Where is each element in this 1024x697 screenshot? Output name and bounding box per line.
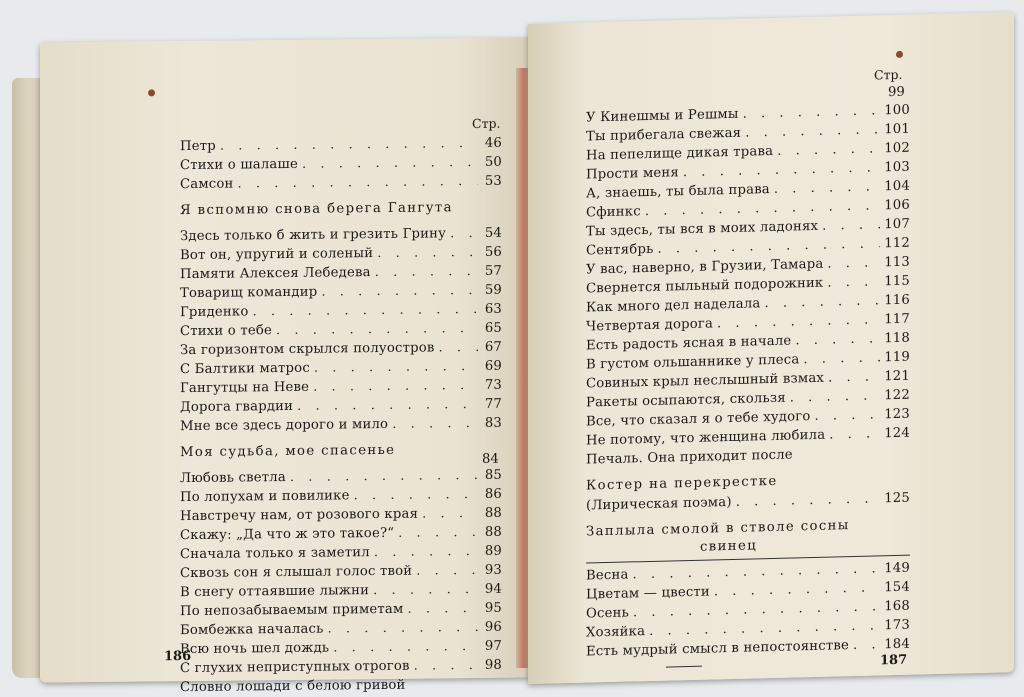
section-heading: Заплыла смолой в стволе сосны [586,518,850,540]
page-column-label: Стр. [472,115,501,132]
toc-entry: Всю ночь шел дождь . . . 97 [180,639,502,657]
section-heading: свинец [700,538,758,555]
page-number: 187 [880,652,908,669]
page-spot [148,89,155,96]
toc-entry: Осень . . . 168 [586,599,910,622]
toc-entry: В снегу оттаявшие лыжни . . . 94 [180,582,502,600]
toc-entry: Хозяйка . . . 173 [586,618,910,641]
toc-entry: С глухих неприступных отрогов . . . 98 [180,658,502,676]
toc-entry: Есть радость ясная в начале . . . 118 [586,331,910,354]
toc-entry: По лопухам и повилике . . . 86 [180,487,502,505]
toc-entry: Стихи о тебе . . . 65 [180,321,502,339]
toc-entry: (Лирическая поэма) . . . 125 [586,491,910,514]
toc-entry: У Кинешмы и Решмы . . . 100 [586,103,910,126]
section-heading: Я вспомню снова берега Гангута [180,200,453,219]
toc-entry: Сначала только я заметил . . . 89 [180,544,502,562]
toc-entry: Четвертая дорога . . . 117 [586,312,910,335]
toc-entry: Вот он, упругий и соленый . . . 56 [180,245,502,263]
toc-entry: Любовь светла . . . 85 [180,468,502,486]
open-book [6,18,1014,696]
toc-entry: Товарищ командир . . . 59 [180,283,502,301]
left-page [40,37,530,696]
section-page-number: 84 [482,451,499,467]
toc-entry: Печаль. Она приходит после [586,447,793,468]
toc-entry: Свернется пыльный подорожник . . . 115 [586,274,910,297]
toc-entry: Гриденко . . . 63 [180,302,502,320]
toc-entry: Навстречу нам, от розового края . . . 88 [180,506,502,524]
toc-entry: Ракеты осыпаются, скользя . . . 122 [586,388,910,411]
toc-entry: Прости меня . . . 103 [586,160,910,183]
toc-entry: За горизонтом скрылся полуостров . . . 67 [180,340,502,358]
toc-entry: Совиных крыл неслышный взмах . . . 121 [586,369,910,392]
toc-entry: Цветам — цвести . . . 154 [586,580,910,603]
toc-entry: Все, что сказал я о тебе худого . . . 123 [586,407,910,430]
end-rule [666,666,702,668]
page-number-continued: 99 [888,84,905,101]
toc-entry: Гангутцы на Неве . . . 73 [180,378,502,396]
toc-entry: Сквозь сон я слышал голос твой . . . 93 [180,563,502,581]
page-number: 186 [164,648,192,665]
toc-entry: Словно лошади с белою гривой [180,677,406,696]
toc-entry: Весна . . . 149 [586,561,910,584]
toc-entry: Сентябрь . . . 112 [586,236,910,259]
toc-entry: Скажу: „Да что ж это такое?“ . . . 88 [180,525,502,543]
toc-entry: С Балтики матрос . . . 69 [180,359,502,377]
toc-entry: Ты прибегала свежая . . . 101 [586,122,910,145]
toc-entry: Петр . . . 46 [180,136,502,154]
section-heading: Моя судьба, мое спасенье [180,442,396,461]
toc-entry: Ты здесь, ты вся в моих ладонях . . . 107 [586,217,910,240]
toc-entry: По непозабываемым приметам . . . 95 [180,601,502,619]
right-page [528,12,1014,684]
toc-entry: Как много дел наделала . . . 116 [586,293,910,316]
toc-entry: Самсон . . . 53 [180,174,502,192]
toc-entry: Есть мудрый смысл в непостоянстве . . . 184 [586,637,910,660]
toc-entry: Мне все здесь дорого и мило . . . 83 [180,416,502,434]
toc-entry: Сфинкс . . . 106 [586,198,910,221]
toc-entry: Здесь только б жить и грезить Грину . . . 54 [180,226,502,244]
toc-entry: Дорога гвардии . . . 77 [180,397,502,415]
toc-entry: У вас, наверно, в Грузии, Тамара . . . 113 [586,255,910,278]
page-column-label: Стр. [874,66,903,83]
toc-entry: Бомбежка началась . . . 96 [180,620,502,638]
toc-entry: На пепелище дикая трава . . . 102 [586,141,910,164]
section-heading: Костер на перекрестке [586,473,778,494]
toc-entry: А, знаешь, ты была права . . . 104 [586,179,910,202]
page-spot [896,51,903,58]
toc-entry: В густом ольшаннике у плеса . . . 119 [586,350,910,373]
toc-entry: Стихи о шалаше . . . 50 [180,155,502,173]
toc-entry: Памяти Алексея Лебедева . . . 57 [180,264,502,282]
toc-entry: Не потому, что женщина любила . . . 124 [586,426,910,449]
